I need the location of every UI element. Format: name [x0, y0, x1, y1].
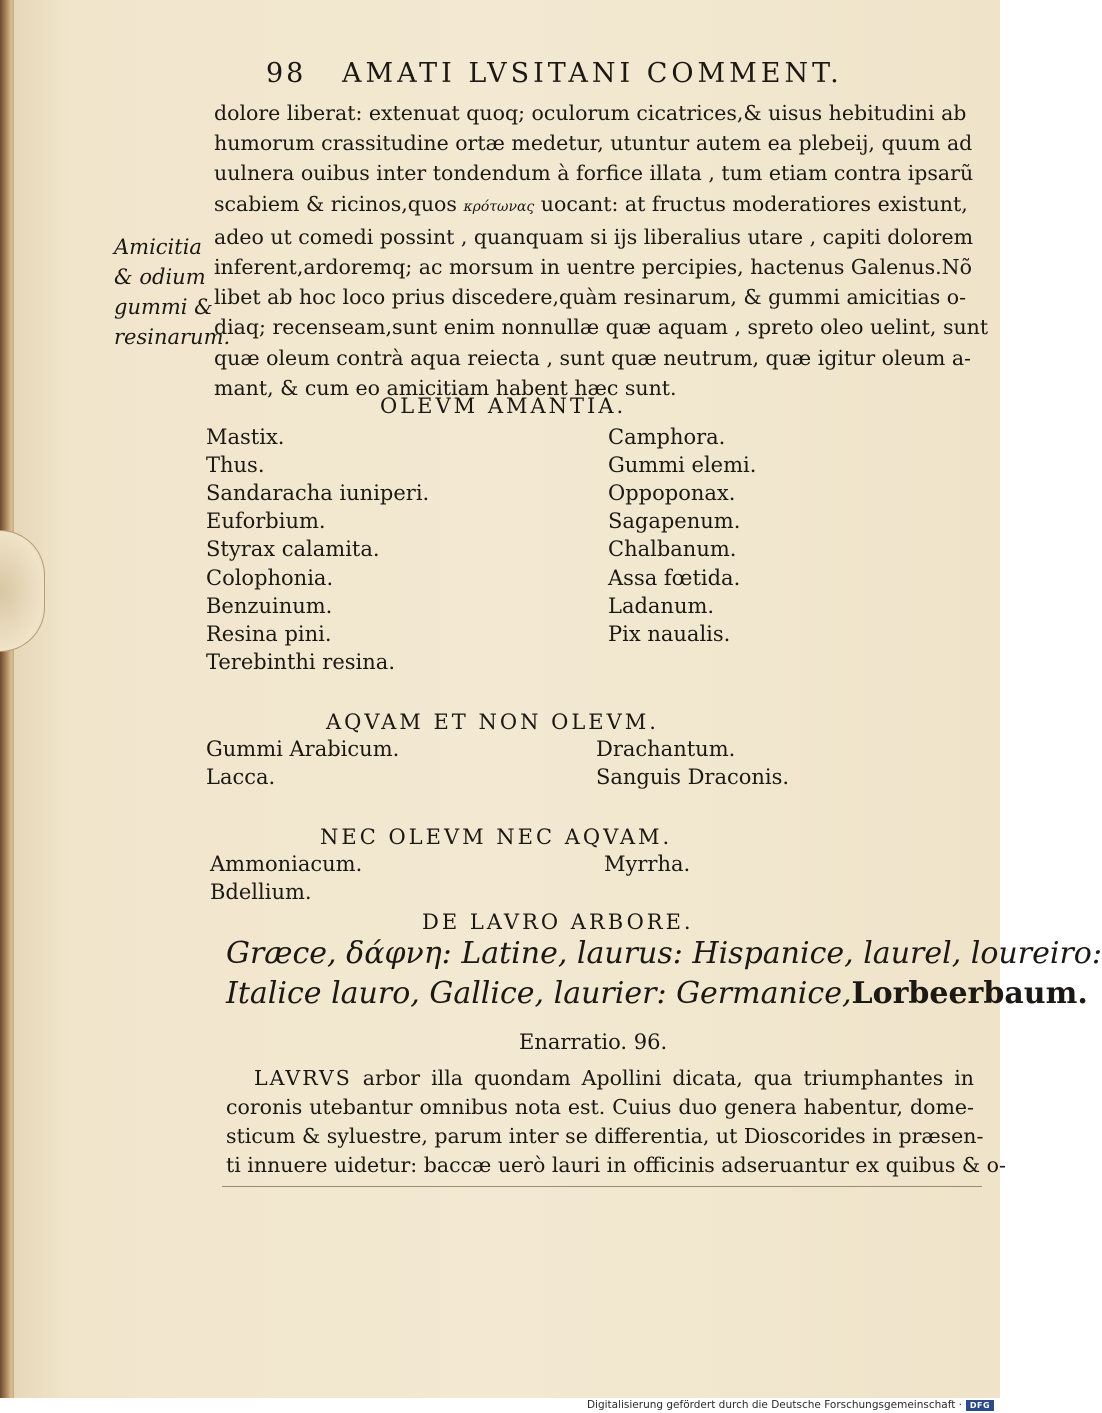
- section-heading-de-lauro: DE LAVRO ARBORE.: [422, 910, 694, 934]
- enarratio-heading: Enarratio. 96.: [519, 1030, 668, 1054]
- text-line: quæ oleum contrà aqua reiecta , sunt quæ neutrum, quæ igitur oleum a-: [214, 345, 971, 370]
- margin-note-line: Amicitia: [114, 235, 202, 259]
- text-fragment: uocant: at fructus moderatiores existunt,: [540, 191, 968, 216]
- text-line: dolore liberat: extenuat quoq; oculorum cicatrices,& uisus hebitudini ab: [214, 101, 967, 125]
- margin-note-line: gummi &: [114, 295, 213, 319]
- list-item: Ladanum.: [608, 594, 715, 618]
- text-fragment: arbor illa quondam Apollini dicata, qua triumphantes in: [362, 1066, 974, 1090]
- section-heading-aquam-non-oleum: AQVAM ET NON OLEVM.: [326, 710, 659, 734]
- list-item: Assa fœtida.: [608, 566, 741, 590]
- text-line: uulnera ouibus inter tondendum à forfice illata , tum etiam contra ipsarũ: [214, 161, 974, 186]
- list-item: Terebinthi resina.: [206, 650, 395, 674]
- list-item: Lacca.: [206, 765, 276, 789]
- list-item: Mastix.: [206, 425, 285, 449]
- margin-note-line: & odium: [114, 265, 206, 289]
- text-line: inferent,ardoremq; ac morsum in uentre percipies, hactenus Galenus.Nõ: [214, 255, 972, 280]
- text-line: ti innuere uidetur: baccæ uerò lauri in officinis adseruantur ex quibus & o-: [226, 1153, 1006, 1177]
- text-line: diaq; recenseam,sunt enim nonnullæ quæ aquam , spreto oleo uelint, sunt: [214, 315, 989, 340]
- list-item: Sagapenum.: [608, 509, 741, 533]
- text-line: [226, 1064, 974, 1093]
- text-line: coronis utebantur omnibus nota est. Cuius duo genera habentur, dome-: [226, 1095, 974, 1119]
- list-item: Ammoniacum.: [210, 852, 363, 876]
- footer-credit: Digitalisierung gefördert durch die Deutsche Forschungsgemeinschaft ·: [586, 1399, 962, 1411]
- text-line: libet ab hoc loco prius discedere,quàm resinarum, & gummi amicitias o-: [214, 285, 967, 310]
- list-item: Thus.: [206, 453, 265, 477]
- margin-note: [114, 232, 231, 352]
- text-line: mant, & cum eo amicitiam habent hæc sunt.: [214, 375, 677, 400]
- list-item: Euforbium.: [206, 509, 326, 533]
- text-line: humorum crassitudine ortæ medetur, utuntur autem ea plebeij, quum ad: [214, 131, 973, 156]
- text-fragment: Italice lauro, Gallice, laurier: Germanice,: [226, 976, 852, 1011]
- list-item: Drachantum.: [596, 737, 736, 761]
- laurel-names-line: Græce, δάφνη: Latine, laurus: Hispanice, laurel, loureiro:: [226, 936, 1102, 971]
- greek-word: κρότωνας: [463, 198, 535, 215]
- section-heading-oleum-amantia: OLEVM AMANTIA.: [380, 394, 627, 418]
- drop-word: LAVRVS: [254, 1066, 352, 1090]
- list-item: Gummi Arabicum.: [206, 737, 400, 761]
- margin-note-line: resinarum.: [114, 325, 231, 349]
- list-item: Chalbanum.: [608, 537, 737, 561]
- list-item: Resina pini.: [206, 622, 332, 646]
- list-item: Gummi elemi.: [608, 453, 757, 477]
- list-item: Oppoponax.: [608, 481, 736, 505]
- laurel-names-line: [226, 976, 1088, 1011]
- bottom-rule: [222, 1186, 982, 1187]
- list-item: Sandaracha iuniperi.: [206, 481, 430, 505]
- section-heading-nec-oleum-nec-aquam: NEC OLEVM NEC AQVAM.: [320, 825, 673, 849]
- german-word: Lorbeerbaum.: [851, 976, 1088, 1011]
- book-page: [14, 0, 1102, 1398]
- running-title: AMATI LVSITANI COMMENT.: [342, 58, 843, 89]
- enarratio-paragraph: [226, 1064, 1006, 1180]
- text-line: adeo ut comedi possint , quanquam si ijs liberalius utare , capiti dolorem: [214, 224, 974, 249]
- body-paragraph: [214, 98, 989, 403]
- list-item: Colophonia.: [206, 566, 334, 590]
- dfg-logo: DFG: [966, 1400, 994, 1411]
- list-item: Styrax calamita.: [206, 537, 380, 561]
- book-edge: [0, 0, 14, 1398]
- page-header: [266, 58, 846, 92]
- text-line: sticum & syluestre, parum inter se differentia, ut Dioscorides in præsen-: [226, 1124, 984, 1148]
- text-line: [214, 189, 968, 222]
- list-item: Pix naualis.: [608, 622, 731, 646]
- list-item: Camphora.: [608, 425, 726, 449]
- text-fragment: scabiem & ricinos,quos: [214, 191, 457, 216]
- list-item: Sanguis Draconis.: [596, 765, 790, 789]
- page-number: 98: [266, 58, 307, 89]
- footer-bar: [0, 1398, 1000, 1413]
- list-item: Bdellium.: [210, 880, 312, 904]
- list-item: Myrrha.: [604, 852, 691, 876]
- list-item: Benzuinum.: [206, 594, 333, 618]
